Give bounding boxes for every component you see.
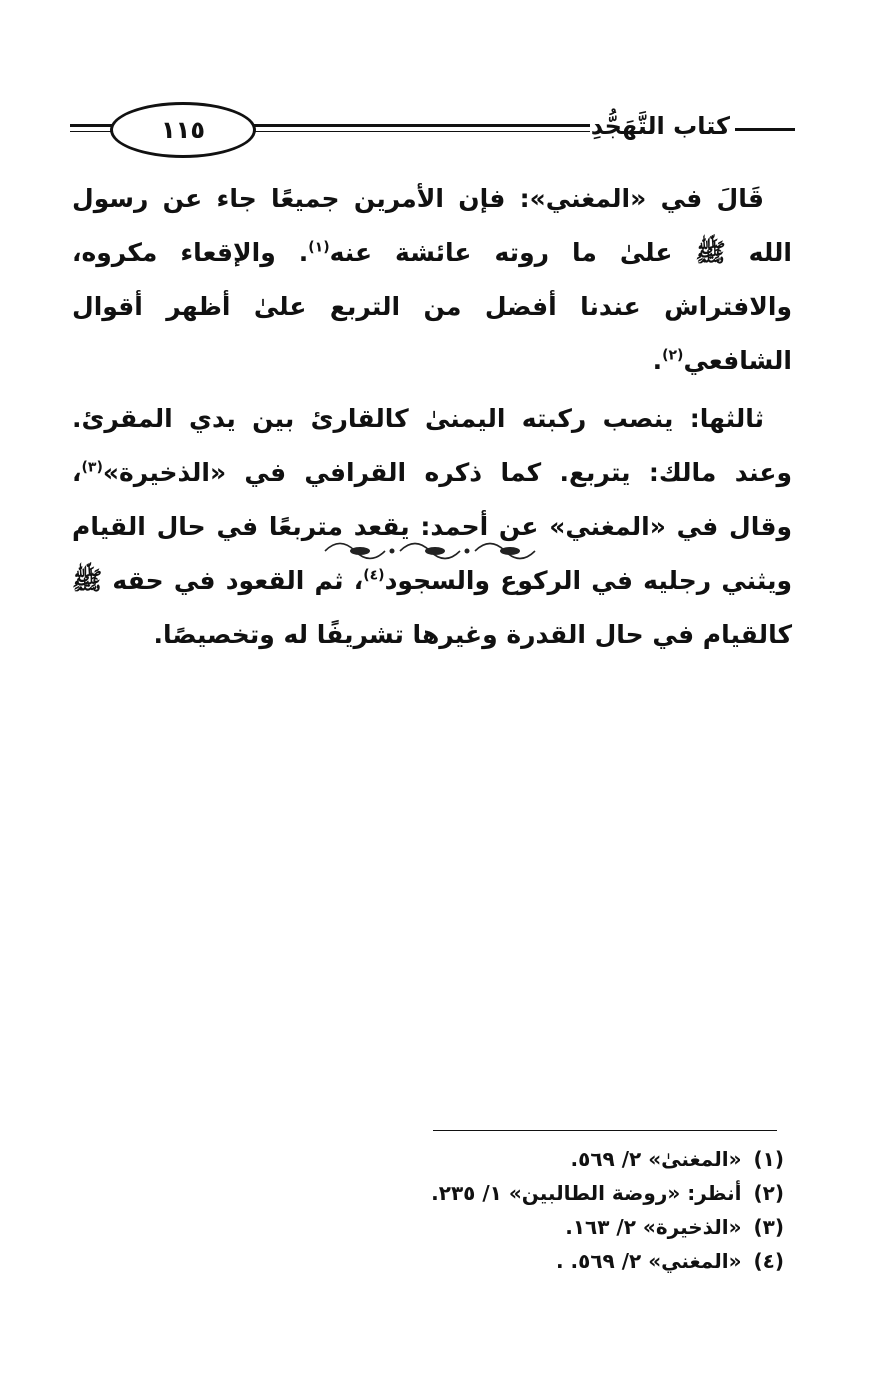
page-header <box>70 100 800 160</box>
paragraph-2-part-2: ، وقال في «المغني» عن أحمد: يقعد متربعًا في حال القيام ويثني رجليه في الركوع والسجود <box>72 458 793 595</box>
footnote-item <box>384 1210 784 1244</box>
footnote-number: (٢) <box>753 1181 784 1205</box>
paragraph-2-part-1: ثالثها: ينصب ركبته اليمنىٰ كالقارئ بين يدي المقرئ. وعند مالك: يتربع. كما ذكره القرافي في «الذخيرة» <box>72 404 792 487</box>
header-rule-main-thin <box>245 131 590 132</box>
footnote-ref-4: (٤) <box>363 567 385 584</box>
footnote-text: «المغني» ٢/ ٥٦٩. . <box>555 1249 742 1273</box>
footnote-ref-1: (١) <box>308 239 330 256</box>
footnote-number: (١) <box>753 1147 784 1171</box>
page-number: ١١٥ <box>161 116 205 144</box>
footnote-ref-2: (٢) <box>662 347 684 364</box>
footnote-item <box>384 1142 784 1176</box>
paragraph-1 <box>72 172 792 388</box>
footnote-separator <box>433 1130 777 1131</box>
paragraph-1-part-1: قَالَ في «المغني»: فإن الأمرين جميعًا جاء عن رسول الله ﷺ علىٰ ما روته عائشة عنه <box>72 184 792 267</box>
main-text <box>72 172 792 662</box>
running-title: كتاب التَّهَجُّدِ <box>590 112 730 140</box>
paragraph-2 <box>72 392 792 662</box>
paragraph-1-end: . <box>652 346 663 375</box>
section-ornament-icon <box>320 538 540 564</box>
header-rule-right <box>735 128 795 131</box>
paragraph-2-end: ، ثم القعود في حقه ﷺ كالقيام في حال القدرة وغيرها تشريفًا له وتخصيصًا. <box>72 566 792 649</box>
footnote-number: (٣) <box>753 1215 784 1239</box>
paragraph-1-part-2: . والإقعاء مكروه، والافتراش عندنا أفضل من التربع علىٰ أظهر أقوال الشافعي <box>72 238 792 375</box>
footnotes <box>384 1142 784 1278</box>
header-rule-main <box>240 124 590 127</box>
footnote-text: أنظر: «روضة الطالبين» ١/ ٢٣٥. <box>431 1181 742 1205</box>
footnote-number: (٤) <box>753 1249 784 1273</box>
footnote-text: «المغنىٰ» ٢/ ٥٦٩. <box>570 1147 742 1171</box>
footnote-ref-3: (٣) <box>81 459 103 476</box>
footnote-text: «الذخيرة» ٢/ ١٦٣. <box>565 1215 742 1239</box>
footnote-item <box>384 1244 784 1278</box>
footnote-item <box>384 1176 784 1210</box>
page-number-badge <box>110 102 256 158</box>
